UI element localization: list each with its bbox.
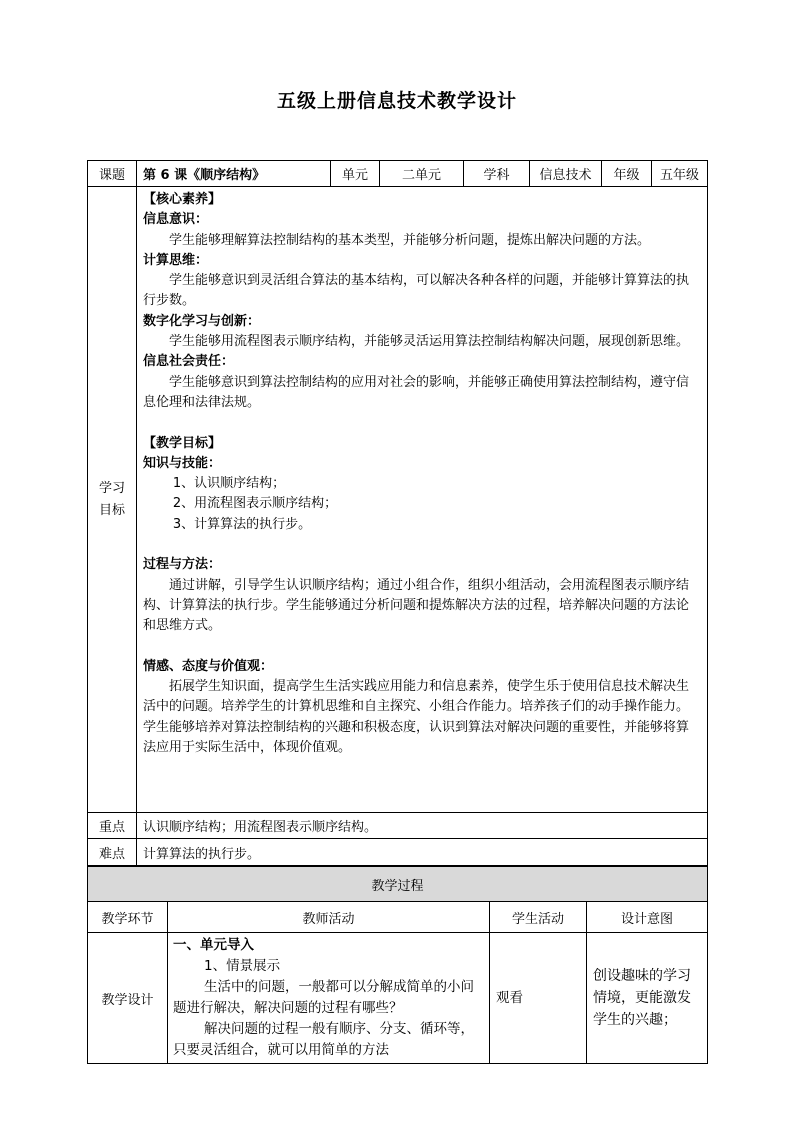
subject-value: 信息技术 [530,161,602,187]
subject-label: 学科 [464,161,530,187]
social-responsibility-heading: 信息社会责任： [143,354,235,370]
teacher-paragraph-2: 解决问题的过程一般有顺序、分支、循环等，只要灵活组合，就可以用简单的方法 [173,1021,475,1058]
emotion-values-heading: 情感、态度与价值观： [143,658,274,674]
social-responsibility-text: 学生能够意识到算法控制结构的应用对社会的影响，并能够正确使用算法控制结构，遵守信息伦理和法律法规。 [143,374,690,410]
difficulty-label: 难点 [88,839,137,866]
header-student-activity: 学生活动 [490,902,587,933]
knowledge-skills-heading: 知识与技能： [143,455,222,471]
info-awareness-heading: 信息意识： [143,212,209,228]
process-method-text: 通过讲解，引导学生认识顺序结构；通过小组合作，组织小组活动，会用流程图表示顺序结构、计算算法的执行步。学生能够通过分析问题和提炼解决方法的过程，培养解决问题的方法论和思维方式。 [143,577,690,634]
document-title: 五级上册信息技术教学设计 [276,90,517,112]
teacher-activity-cell [168,933,490,1064]
teaching-goal-heading: 【教学目标】 [143,435,222,451]
objectives-label-line1: 学习 [98,480,125,496]
teacher-paragraph-1: 生活中的问题，一般都可以分解成简单的小问题进行解决，解决问题的过程有哪些？ [173,979,475,1016]
scene-display-item: 1、情景展示 [204,958,281,974]
lesson-value: 第 6 课《顺序结构》 [137,161,331,187]
knowledge-item: 3、计算算法的执行步。 [172,516,312,532]
knowledge-item: 1、认识顺序结构； [172,476,286,492]
lesson-label: 课题 [88,161,137,187]
teaching-process-table [87,866,708,1064]
unit-intro-heading: 一、单元导入 [173,937,254,953]
info-awareness-text: 学生能够理解算法控制结构的基本类型，并能够分析问题，提炼出解决问题的方法。 [169,232,651,248]
header-design-intent: 设计意图 [587,902,708,933]
computational-thinking-text: 学生能够意识到灵活组合算法的基本结构，可以解决各种各样的问题，并能够计算算法的执行步数。 [143,273,690,309]
process-method-heading: 过程与方法： [143,557,222,573]
digital-learning-text: 学生能够用流程图表示顺序结构，并能够灵活运用算法控制结构解决问题，展现创新思维。 [169,334,690,350]
difficulty-value: 计算算法的执行步。 [137,839,708,866]
grade-value: 五年级 [652,161,708,187]
digital-learning-heading: 数字化学习与创新： [143,313,261,329]
objectives-label-line2: 目标 [98,502,125,518]
core-literacy-heading: 【核心素养】 [143,192,222,207]
unit-value: 二单元 [380,161,464,187]
emotion-values-text: 拓展学生知识面，提高学生生活实践应用能力和信息素养，使学生乐于使用信息技术解决生活中的问题。培养学生的计算机思维和自主探究、小组合作能力。培养孩子们的动手操作能力。学生能够培养对算法控制结构的兴趣和积极态度，认识到算法对解决问题的重要性，并能够将算法应用于实际生活中，体现价值观。 [143,679,690,756]
key-point-label: 重点 [88,813,137,839]
stage-cell: 教学设计 [88,933,168,1064]
grade-label: 年级 [602,161,652,187]
objectives-label [88,187,137,813]
design-intent-cell: 创设趣味的学习情境，更能激发学生的兴趣； [587,933,708,1064]
header-stage: 教学环节 [88,902,168,933]
student-activity-cell: 观看 [490,933,587,1064]
computational-thinking-heading: 计算思维： [143,252,209,268]
unit-label: 单元 [331,161,380,187]
objectives-content [137,187,708,813]
teaching-process-title: 教学过程 [88,867,708,902]
lesson-info-table [87,160,708,866]
key-point-value: 认识顺序结构；用流程图表示顺序结构。 [137,813,708,839]
knowledge-item: 2、用流程图表示顺序结构； [172,496,338,512]
header-teacher-activity: 教师活动 [168,902,490,933]
